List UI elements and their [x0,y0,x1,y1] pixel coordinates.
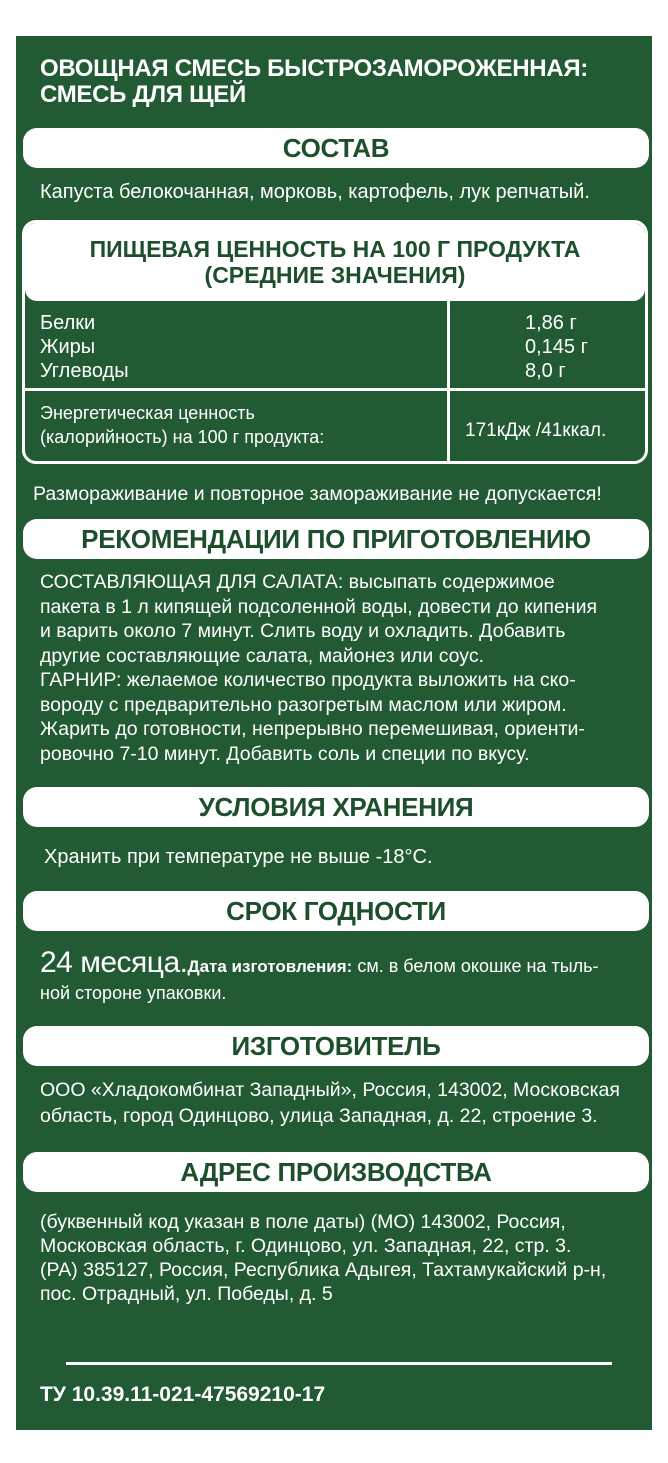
energy-label-line2: (калорийность) на 100 г продукта: [40,427,325,447]
recommendation-line: Жарить до готовности, непрерывно перемешивая, ориенти- [40,718,585,740]
product-title [40,56,588,108]
nutrition-heading [25,223,645,301]
manufacturer-heading: ИЗГОТОВИТЕЛЬ [23,1026,649,1066]
manufacturer-line1: ООО «Хладокомбинат Западный», Россия, 143002, Московская [40,1079,620,1101]
energy-value: 171кДж /41ккал. [465,420,607,441]
nutrient-value: 0,145 г [525,336,588,358]
address-line: (буквенный код указан в поле даты) (МО) 143002, Россия, [40,1211,566,1233]
recommendation-line: СОСТАВЛЯЮЩАЯ ДЛЯ САЛАТА: высыпать содержимое [40,571,555,593]
shelf-life-line1 [40,946,640,980]
nutrient-value: 1,86 г [525,312,577,334]
recommendation-line: другие составляющие салата, майонез или соус. [40,644,485,667]
nutrient-values [525,311,588,383]
production-date-label: Дата изготовления: [187,957,353,976]
production-address-text [40,1210,624,1306]
recommendation-line: ровочно 7-10 минут. Добавить соль и специи по вкусу. [40,742,530,765]
table-divider-vertical [447,301,450,464]
production-date-text: см. в белом окошке на тыль- [352,956,599,976]
freeze-warning: Размораживание и повторное замораживание не допускается! [33,483,602,505]
shelf-life-text [40,946,640,1006]
storage-heading: УСЛОВИЯ ХРАНЕНИЯ [23,787,649,827]
nutrient-name: Углеводы [40,360,129,382]
manufacturer-text [40,1077,620,1129]
shelf-life-period: 24 месяца. [40,946,188,979]
table-divider-horizontal [25,388,645,391]
nutrient-name: Белки [40,312,96,334]
energy-label-line1: Энергетическая ценность [40,403,255,423]
nutrient-name: Жиры [40,336,96,358]
nutrient-names [40,311,129,383]
divider-line [66,1362,612,1365]
manufacturer-line2: область, город Одинцово, улица Западная, д. 22, строение 3. [40,1105,598,1127]
address-line: (РА) 385127, Россия, Республика Адыгея, Тахтамукайский р-н, [40,1259,607,1281]
address-line: Московская область, г. Одинцово, ул. Западная, 22, стр. 3. [40,1235,572,1257]
recommendation-line: пакета в 1 л кипящей подсоленной воды, довести до кипения [40,595,598,618]
composition-heading: СОСТАВ [23,128,649,168]
product-title-line2: СМЕСЬ ДЛЯ ЩЕЙ [40,81,246,108]
recommendation-line: вороду с предварительно разогретым маслом или жиром. [40,693,567,716]
nutrition-heading-line2: (СРЕДНИЕ ЗНАЧЕНИЯ) [204,262,466,288]
product-title-line1: ОВОЩНАЯ СМЕСЬ БЫСТРОЗАМОРОЖЕННАЯ: [40,55,588,82]
recommendations-text [40,570,636,766]
energy-label [40,401,324,449]
tu-code: ТУ 10.39.11-021-47569210-17 [40,1383,326,1406]
recommendations-heading: РЕКОМЕНДАЦИИ ПО ПРИГОТОВЛЕНИЮ [23,519,649,559]
nutrition-heading-line1: ПИЩЕВАЯ ЦЕННОСТЬ НА 100 Г ПРОДУКТА [89,236,581,262]
shelf-life-heading: СРОК ГОДНОСТИ [23,891,649,931]
nutrient-value: 8,0 г [525,360,566,382]
storage-text: Хранить при температуре не выше -18°С. [44,846,433,868]
address-line: пос. Отрадный, ул. Победы, д. 5 [40,1283,333,1305]
production-address-heading: АДРЕС ПРОИЗВОДСТВА [23,1152,649,1192]
composition-text: Капуста белокочанная, морковь, картофель, лук репчатый. [40,181,590,203]
shelf-life-line2: ной стороне упаковки. [40,983,227,1003]
recommendation-line: и варить около 7 минут. Слить воду и охладить. Добавить [40,620,566,642]
nutrition-table [22,220,648,464]
recommendation-line: ГАРНИР: желаемое количество продукта выложить на ско- [40,669,576,691]
